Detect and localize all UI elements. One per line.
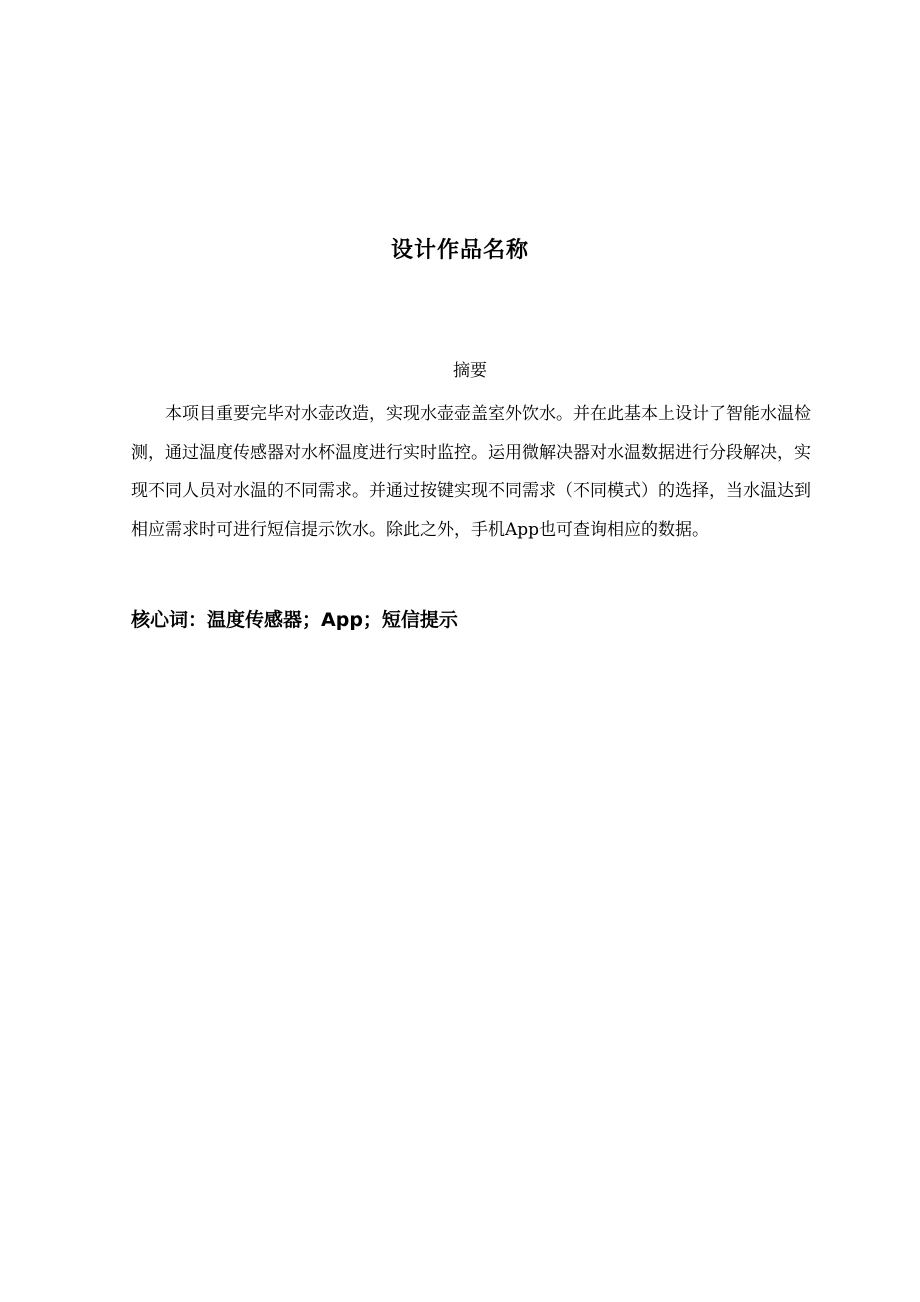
document-title: 设计作品名称 — [390, 238, 529, 263]
keywords-label: 核心词： — [131, 609, 208, 631]
abstract-heading: 摘要 — [453, 361, 487, 381]
keywords-line — [131, 604, 811, 636]
keywords-text: 温度传感器；App；短信提示 — [207, 609, 458, 631]
abstract-paragraph: 本项目重要完毕对水壶改造，实现水壶壶盖室外饮水。并在此基本上设计了智能水温检测，通过温度传感器对水杯温度进行实时监控。运用微解决器对水温数据进行分段解决，实现不同人员对水温的不同需求。并通过按键实现不同需求（不同模式）的选择，当水温达到相应需求时可进行短信提示饮水。除此之外，手机App也可查询相应的数据。 — [131, 404, 811, 540]
